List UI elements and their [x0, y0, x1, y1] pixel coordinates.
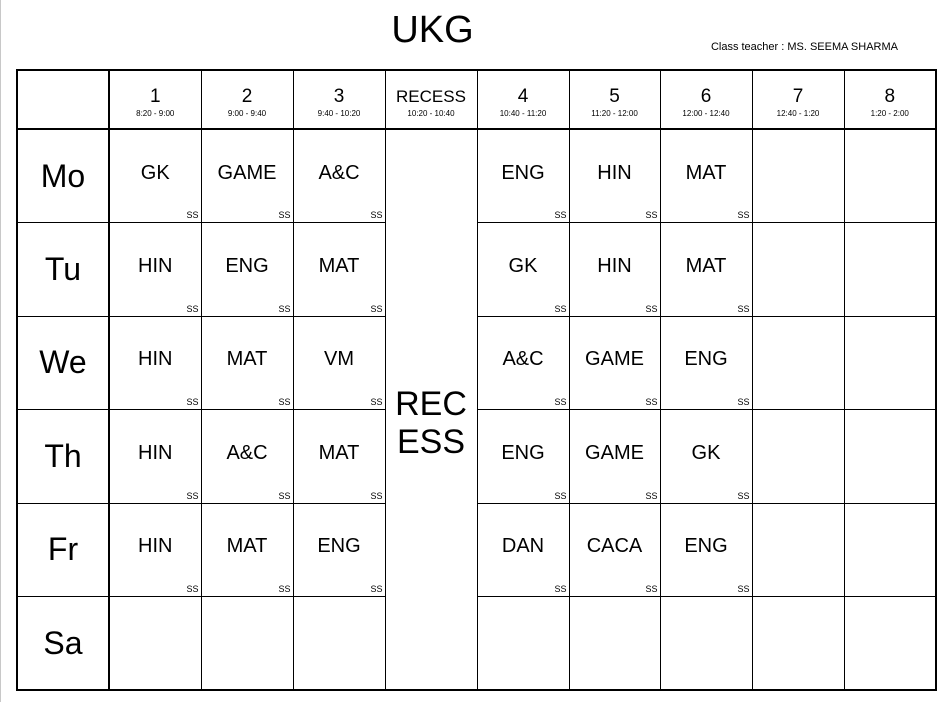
day-row: [17, 410, 936, 504]
day-label: Sa: [43, 624, 83, 661]
page-title: UKG: [391, 9, 474, 51]
timetable-cell: [752, 503, 844, 597]
timetable-cell: [660, 503, 752, 597]
timetable-cell: [844, 410, 936, 504]
period-time: 9:00 - 9:40: [227, 108, 267, 118]
teacher-initials: SS: [737, 210, 750, 220]
timetable-cell: [660, 597, 752, 691]
period-time: 12:00 - 12:40: [682, 108, 730, 118]
day-label: Tu: [44, 250, 82, 287]
subject-label: HIN: [138, 254, 173, 277]
timetable-cell: [477, 503, 569, 597]
teacher-initials: SS: [186, 303, 199, 314]
timetable-cell: [752, 316, 844, 410]
period-time: 8:20 - 9:00: [136, 108, 175, 118]
subject-label: A&C: [226, 441, 268, 464]
teacher-initials: SS: [645, 490, 658, 501]
period-header-8: [752, 70, 844, 129]
timetable-cell: [109, 597, 201, 691]
period-header-row: [17, 70, 936, 129]
timetable-cell: [569, 410, 660, 504]
subject-label: MAT: [685, 161, 727, 184]
subject-label: GK: [140, 161, 170, 184]
period-number: RECESS: [396, 86, 466, 106]
teacher-initials: SS: [554, 303, 567, 314]
subject-label: HIN: [597, 161, 632, 184]
timetable-cell: [844, 597, 936, 691]
day-cell: [17, 597, 109, 691]
teacher-initials: SS: [278, 584, 291, 594]
day-row: [17, 597, 936, 691]
page-edge: [0, 0, 4, 702]
timetable-cell: [109, 223, 201, 317]
subject-label: VM: [324, 348, 354, 371]
timetable-cell: [752, 597, 844, 691]
subject-label: HIN: [138, 441, 173, 464]
timetable-cell: [293, 597, 385, 691]
timetable: [16, 69, 937, 691]
subject-label: MAT: [685, 254, 727, 277]
teacher-initials: SS: [186, 490, 199, 501]
timetable-cell: [477, 129, 569, 223]
recess-label: RECESS: [395, 384, 467, 461]
period-number: 4: [517, 85, 529, 107]
period-number: 6: [700, 85, 712, 107]
teacher-initials: SS: [370, 303, 383, 314]
timetable-cell: [844, 503, 936, 597]
subject-label: GAME: [585, 441, 644, 464]
day-row: [17, 316, 936, 410]
teacher-initials: SS: [645, 303, 658, 314]
day-row: [17, 503, 936, 597]
corner-cell: [17, 70, 109, 129]
teacher-initials: SS: [554, 210, 567, 220]
subject-label: HIN: [138, 348, 173, 371]
period-header-6: [569, 70, 660, 129]
subject-label: GK: [691, 441, 721, 464]
period-time: 12:40 - 1:20: [776, 108, 820, 118]
day-row: [17, 223, 936, 317]
period-number: 3: [333, 85, 345, 107]
subject-label: CACA: [586, 535, 643, 558]
day-cell: [17, 410, 109, 504]
period-number: 5: [609, 85, 620, 107]
day-cell: [17, 129, 109, 223]
teacher-initials: SS: [554, 584, 567, 594]
timetable-cell: [660, 410, 752, 504]
teacher-initials: SS: [645, 210, 658, 220]
timetable-cell: [293, 410, 385, 504]
timetable-cell: [477, 223, 569, 317]
timetable-cell: [660, 223, 752, 317]
period-time: 1:20 - 2:00: [870, 108, 909, 118]
timetable-body: [17, 129, 936, 690]
timetable-cell: [569, 597, 660, 691]
timetable-cell: [752, 129, 844, 223]
timetable-cell: [109, 129, 201, 223]
teacher-initials: SS: [278, 303, 291, 314]
timetable-cell: [569, 129, 660, 223]
day-label: Th: [44, 437, 82, 474]
day-cell: [17, 316, 109, 410]
timetable-cell: [477, 410, 569, 504]
teacher-initials: SS: [370, 490, 383, 501]
period-header-1: [109, 70, 201, 129]
subject-label: HIN: [138, 535, 173, 558]
subject-label: MAT: [318, 441, 360, 464]
teacher-initials: SS: [186, 210, 199, 220]
period-time: 10:20 - 10:40: [407, 108, 455, 118]
subject-label: ENG: [225, 254, 269, 277]
timetable-cell: [477, 597, 569, 691]
subject-label: ENG: [501, 161, 545, 184]
timetable-cell: [844, 129, 936, 223]
period-header-3: [293, 70, 385, 129]
timetable-cell: [477, 316, 569, 410]
teacher-initials: SS: [278, 397, 291, 407]
day-label: Mo: [40, 157, 86, 194]
period-header-9: [844, 70, 936, 129]
period-number: 1: [149, 85, 161, 107]
teacher-initials: SS: [278, 210, 291, 220]
timetable-cell: [109, 503, 201, 597]
day-cell: [17, 503, 109, 597]
day-label: We: [39, 344, 87, 381]
teacher-initials: SS: [737, 303, 750, 314]
subject-label: GK: [508, 254, 538, 277]
subject-label: GAME: [585, 348, 644, 371]
period-number: 8: [884, 85, 896, 107]
timetable-cell: [201, 223, 293, 317]
period-header-5: [477, 70, 569, 129]
day-row: [17, 129, 936, 223]
timetable-cell: [293, 223, 385, 317]
teacher-initials: SS: [370, 584, 383, 594]
timetable-cell: [201, 597, 293, 691]
timetable-cell: [293, 129, 385, 223]
subject-label: ENG: [501, 441, 545, 464]
timetable-cell: [109, 410, 201, 504]
teacher-initials: SS: [737, 490, 750, 501]
teacher-initials: SS: [554, 397, 567, 407]
teacher-initials: SS: [645, 397, 658, 407]
subject-label: A&C: [502, 348, 544, 371]
teacher-initials: SS: [278, 490, 291, 501]
timetable-cell: [844, 223, 936, 317]
timetable-cell: [752, 223, 844, 317]
timetable-cell: [569, 223, 660, 317]
timetable-cell: [293, 316, 385, 410]
day-cell: [17, 223, 109, 317]
subject-label: ENG: [317, 535, 361, 558]
recess-cell: [385, 129, 477, 690]
timetable-cell: [752, 410, 844, 504]
period-time: 11:20 - 12:00: [591, 108, 638, 118]
timetable-cell: [201, 503, 293, 597]
period-header-2: [201, 70, 293, 129]
period-time: 9:40 - 10:20: [317, 108, 361, 118]
period-number: 2: [241, 85, 253, 107]
teacher-initials: SS: [554, 490, 567, 501]
teacher-initials: SS: [645, 584, 658, 594]
timetable-cell: [293, 503, 385, 597]
subject-label: GAME: [217, 161, 277, 184]
period-time: 10:40 - 11:20: [499, 108, 547, 118]
timetable-cell: [569, 316, 660, 410]
subject-label: MAT: [226, 535, 268, 558]
timetable-cell: [201, 410, 293, 504]
teacher-initials: SS: [370, 397, 383, 407]
teacher-initials: SS: [737, 397, 750, 407]
subject-label: DAN: [501, 535, 545, 558]
subject-label: A&C: [318, 161, 360, 184]
subject-label: HIN: [597, 254, 632, 277]
teacher-initials: SS: [737, 584, 750, 594]
teacher-initials: SS: [370, 210, 383, 220]
period-header-4: [385, 70, 477, 129]
day-label: Fr: [47, 531, 79, 568]
timetable-cell: [844, 316, 936, 410]
timetable-cell: [109, 316, 201, 410]
timetable-cell: [569, 503, 660, 597]
timetable-cell: [201, 129, 293, 223]
teacher-initials: SS: [186, 584, 199, 594]
subject-label: ENG: [684, 535, 728, 558]
timetable-cell: [660, 316, 752, 410]
timetable-cell: [660, 129, 752, 223]
period-header-7: [660, 70, 752, 129]
subject-label: ENG: [684, 348, 728, 371]
subject-label: MAT: [226, 348, 268, 371]
class-teacher-label: Class teacher : MS. SEEMA SHARMA: [710, 41, 898, 53]
subject-label: MAT: [318, 254, 360, 277]
timetable-cell: [201, 316, 293, 410]
teacher-initials: SS: [186, 397, 199, 407]
period-number: 7: [792, 85, 804, 107]
